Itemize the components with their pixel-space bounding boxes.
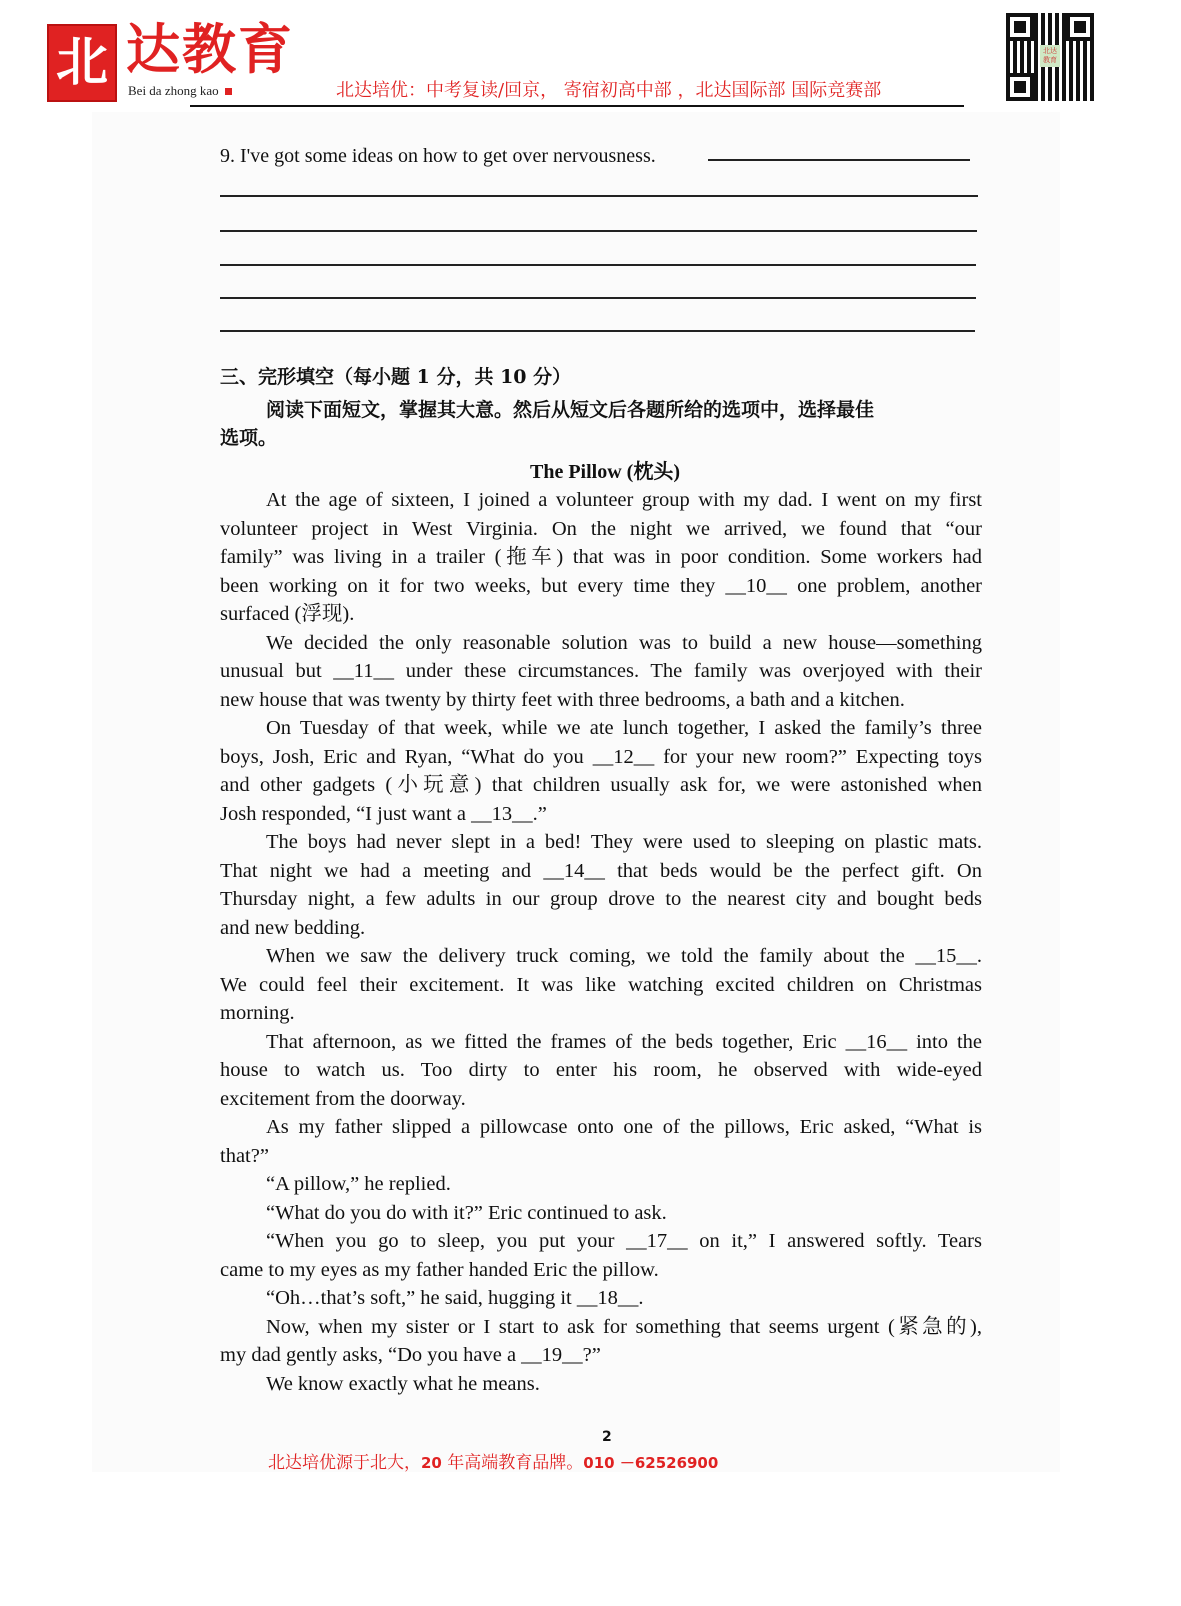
paragraph-line: came to my eyes as my father handed Eric the pillow.	[220, 1258, 659, 1281]
paragraph-line: The boys had never slept in a bed! They were used to sleeping on plastic mats.	[266, 831, 982, 853]
paragraph-line: That afternoon, as we fitted the frames of the beds together, Eric __16__ into the	[266, 1030, 982, 1053]
paragraph-line: “Oh…that’s soft,” he said, hugging it __18__.	[266, 1287, 644, 1309]
answer-line[interactable]	[220, 330, 975, 332]
paragraph-line: We decided the only reasonable solution was to build a new house—something	[266, 631, 982, 654]
paragraph	[220, 1313, 982, 1370]
paragraph-line: volunteer project in West Virginia. On the night we arrived, we found that “our	[220, 517, 982, 540]
paragraph	[220, 1028, 982, 1114]
footer-text: 北达培优源于北大，	[268, 1453, 421, 1473]
paragraph	[220, 1227, 982, 1284]
paragraph-line: excitement from the doorway.	[220, 1087, 466, 1110]
logo-char: 北	[55, 32, 108, 93]
paragraph-line: family” was living in a trailer (拖车) that was in poor condition. Some workers had	[220, 546, 982, 568]
answer-line[interactable]	[220, 297, 976, 299]
footer	[268, 1452, 718, 1474]
paragraph-line: On Tuesday of that week, while we ate lunch together, I asked the family’s three	[266, 717, 982, 739]
logo-subtitle	[128, 84, 232, 98]
paragraph-line: When we saw the delivery truck coming, we told the family about the __15__.	[266, 945, 982, 967]
paragraph	[220, 1199, 982, 1228]
paragraph-line: Thursday night, a few adults in our group drove to the nearest city and bought beds	[220, 888, 982, 910]
logo-subtitle-text: Bei da zhong kao	[128, 83, 219, 98]
answer-line[interactable]	[220, 195, 978, 197]
passage-body	[220, 486, 982, 1398]
section-heading: 三、完形填空（每小题 1 分，共 10 分）	[220, 366, 572, 388]
section-instruction: 阅读下面短文，掌握其大意。然后从短文后各题所给的选项中，选择最佳	[266, 399, 875, 421]
paragraph-line: Now, when my sister or I start to ask for something that seems urgent (紧急的),	[266, 1315, 982, 1338]
paragraph-line: house to watch us. Too dirty to enter his room, he observed with wide-eyed	[220, 1059, 982, 1081]
paragraph-line: that?”	[220, 1144, 269, 1167]
paragraph-line: We could feel their excitement. It was like watching excited children on Christmas	[220, 973, 982, 996]
paragraph	[220, 1113, 982, 1170]
paragraph-line: my dad gently asks, “Do you have a __19__?”	[220, 1344, 601, 1366]
paragraph-line: We know exactly what he means.	[266, 1372, 540, 1395]
paragraph	[220, 629, 982, 715]
paragraph-line: and other gadgets (小玩意) that children usually ask for, we were astonished when	[220, 774, 982, 796]
qr-code-icon	[1006, 13, 1094, 101]
header-divider	[190, 105, 964, 107]
paragraph-line: been working on it for two weeks, but every time they __10__ one problem, another	[220, 574, 982, 597]
question-9: 9. I've got some ideas on how to get over nervousness.	[220, 145, 656, 167]
paragraph	[220, 1284, 982, 1313]
paragraph-line: “What do you do with it?” Eric continued to ask.	[266, 1201, 667, 1224]
passage-title: The Pillow (枕头)	[530, 461, 680, 483]
header-slogan: 北达培优：中考复读/回京， 寄宿初高中部 ，北达国际部 国际竞赛部	[336, 80, 882, 101]
paragraph-line: new house that was twenty by thirty feet with three bedrooms, a bath and a kitchen.	[220, 688, 905, 711]
section-instruction-cont: 选项。	[220, 427, 278, 449]
paragraph-line: “A pillow,” he replied.	[266, 1173, 451, 1195]
footer-text-2: 年高端教育品牌。	[441, 1453, 584, 1473]
logo-icon	[47, 24, 117, 102]
paragraph	[220, 1170, 982, 1199]
paragraph-line: That night we had a meeting and __14__ that beds would be the perfect gift. On	[220, 859, 982, 882]
paragraph-line: boys, Josh, Eric and Ryan, “What do you __12__ for your new room?” Expecting toys	[220, 745, 982, 768]
footer-years: 20	[421, 1454, 442, 1472]
logo-text: 达教育	[126, 17, 294, 81]
paragraph	[220, 1370, 982, 1399]
paragraph-line: unusual but __11__ under these circumstances. The family was overjoyed with their	[220, 660, 982, 682]
paragraph	[220, 942, 982, 1028]
paragraph	[220, 714, 982, 828]
answer-line[interactable]	[708, 159, 970, 161]
paragraph-line: “When you go to sleep, you put your __17__ on it,” I answered softly. Tears	[266, 1230, 982, 1252]
paragraph-line: Josh responded, “I just want a __13__.”	[220, 802, 547, 825]
qr-label: 北达教育	[1040, 45, 1060, 67]
paragraph-line: At the age of sixteen, I joined a volunteer group with my dad. I went on my first	[266, 489, 982, 511]
paragraph	[220, 486, 982, 629]
paragraph-line: surfaced (浮现).	[220, 603, 355, 625]
paragraph	[220, 828, 982, 942]
red-square-icon	[225, 88, 232, 95]
paragraph-line: morning.	[220, 1002, 295, 1024]
page-number: 2	[602, 1429, 612, 1445]
answer-line[interactable]	[220, 264, 976, 266]
footer-phone: 010 －62526900	[583, 1454, 719, 1472]
answer-line[interactable]	[220, 230, 977, 232]
paragraph-line: As my father slipped a pillowcase onto one of the pillows, Eric asked, “What is	[266, 1116, 982, 1138]
paragraph-line: and new bedding.	[220, 916, 366, 939]
